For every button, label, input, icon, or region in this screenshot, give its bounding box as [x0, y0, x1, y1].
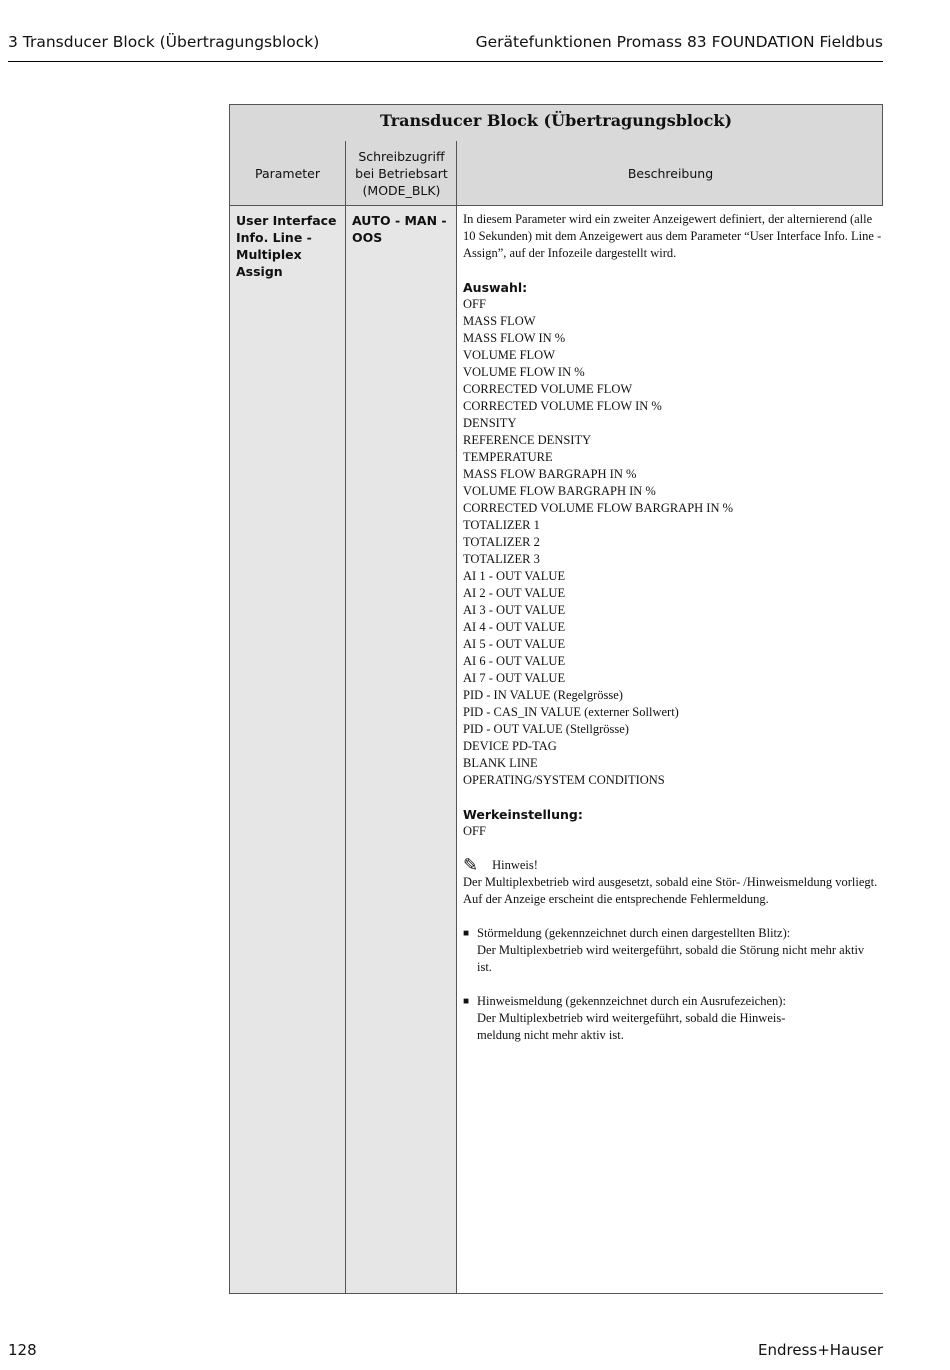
selection-option: AI 4 - OUT VALUE: [463, 620, 566, 634]
bullet-square-icon: ■: [463, 996, 470, 1007]
selection-label: Auswahl:: [463, 280, 528, 295]
selection-option: AI 2 - OUT VALUE: [463, 586, 566, 600]
note-text: Der Multiplexbetrieb wird ausgesetzt, sobald eine Stör- /Hinweismeldung vorliegt. Auf der Anzeige erscheint die entsprechende Fehlermeldung.: [463, 875, 878, 906]
description-intro: In diesem Parameter wird ein zweiter Anzeigewert definiert, der alternierend (alle 10 Sekunden) mit dem Anzeigewert aus dem Parameter “User Interface Info. Line - Assign”, auf der Infozeile dargestellt wird.: [463, 212, 882, 260]
selection-option: OPERATING/SYSTEM CONDITIONS: [463, 773, 665, 787]
selection-option: VOLUME FLOW BARGRAPH IN %: [463, 484, 656, 498]
pencil-icon: ✎: [463, 855, 479, 875]
bullet-fault-message: [463, 925, 884, 976]
factory-setting-label: Werkeinstellung:: [463, 807, 583, 822]
selection-option: CORRECTED VOLUME FLOW IN %: [463, 399, 662, 413]
parameter-name: User Interface Info. Line - Multiplex Assign: [236, 213, 337, 279]
selection-option: TEMPERATURE: [463, 450, 553, 464]
bullet-fault-text: Der Multiplexbetrieb wird weitergeführt, sobald die Störung nicht mehr aktiv ist.: [477, 943, 865, 974]
header-access: [345, 141, 457, 205]
description-cell: [456, 206, 884, 1293]
bullet-square-icon: ■: [463, 928, 470, 939]
selection-option: VOLUME FLOW: [463, 348, 556, 362]
selection-option: CORRECTED VOLUME FLOW: [463, 382, 633, 396]
header-parameter: [230, 141, 345, 205]
selection-option: MASS FLOW IN %: [463, 331, 566, 345]
parameter-table: [229, 104, 883, 1294]
header-description: [456, 141, 884, 205]
selection-option: VOLUME FLOW IN %: [463, 365, 585, 379]
bullet-notice-message: [463, 993, 884, 1044]
header-description-label: Beschreibung: [627, 165, 714, 181]
selection-options: [463, 296, 884, 789]
selection-option: MASS FLOW BARGRAPH IN %: [463, 467, 637, 481]
selection-option: TOTALIZER 1: [463, 518, 540, 532]
selection-option: AI 6 - OUT VALUE: [463, 654, 566, 668]
selection-option: AI 1 - OUT VALUE: [463, 569, 566, 583]
selection-option: OFF: [463, 297, 486, 311]
header-access-label: Schreibzugriff bei Betriebsart (MODE_BLK): [355, 148, 448, 198]
header-document-title: Gerätefunktionen Promass 83 FOUNDATION Fieldbus: [475, 33, 883, 51]
page-header: [8, 33, 883, 62]
selection-option: TOTALIZER 2: [463, 535, 540, 549]
table-title: Transducer Block (Übertragungsblock): [230, 105, 882, 141]
bullet-fault-title: Störmeldung (gekennzeichnet durch einen dargestellten Blitz):: [477, 926, 791, 940]
selection-option: DENSITY: [463, 416, 517, 430]
bullet-notice-text: Der Multiplexbetrieb wird weitergeführt, sobald die Hinweis-meldung nicht mehr aktiv ist.: [477, 1011, 786, 1042]
table-header-row: [230, 141, 882, 206]
bullet-notice-title: Hinweismeldung (gekennzeichnet durch ein Ausrufezeichen):: [477, 994, 786, 1008]
access-cell: [345, 206, 457, 1293]
selection-option: TOTALIZER 3: [463, 552, 540, 566]
factory-setting-value: OFF: [463, 824, 486, 838]
header-parameter-label: Parameter: [254, 165, 321, 181]
note-label: Hinweis!: [492, 858, 538, 872]
selection-option: MASS FLOW: [463, 314, 536, 328]
access-modes: AUTO - MAN - OOS: [352, 213, 447, 245]
brand-name: Endress+Hauser: [758, 1341, 883, 1359]
selection-option: BLANK LINE: [463, 756, 538, 770]
selection-option: PID - OUT VALUE (Stellgrösse): [463, 722, 629, 736]
selection-option: CORRECTED VOLUME FLOW BARGRAPH IN %: [463, 501, 734, 515]
selection-option: REFERENCE DENSITY: [463, 433, 592, 447]
selection-option: DEVICE PD-TAG: [463, 739, 557, 753]
selection-option: PID - CAS_IN VALUE (externer Sollwert): [463, 705, 679, 719]
selection-option: AI 5 - OUT VALUE: [463, 637, 566, 651]
header-chapter: 3 Transducer Block (Übertragungsblock): [8, 33, 320, 51]
selection-option: AI 3 - OUT VALUE: [463, 603, 566, 617]
selection-option: AI 7 - OUT VALUE: [463, 671, 566, 685]
selection-option: PID - IN VALUE (Regelgrösse): [463, 688, 623, 702]
parameter-cell: [230, 206, 345, 1293]
note-heading: [463, 857, 884, 874]
page-number: 128: [8, 1341, 37, 1359]
